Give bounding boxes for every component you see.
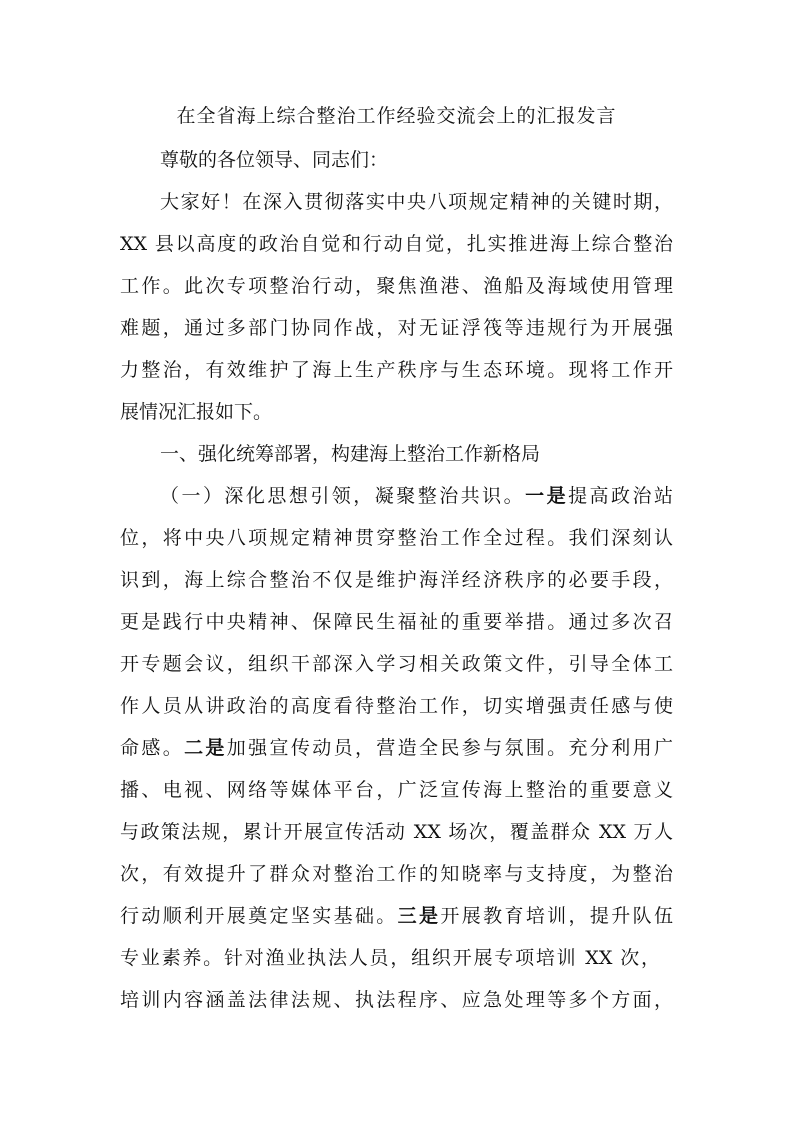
sub1-line-2: 位，将中央八项规定精神贯穿整治工作全过程。我们深刻认 bbox=[120, 527, 673, 549]
intro-line-1: 大家好！在深入贯彻落实中央八项规定精神的关键时期， bbox=[160, 191, 673, 213]
sub1-line-7-head: 命感。 bbox=[120, 737, 185, 759]
intro-line-5: 力整治，有效维护了海上生产秩序与生态环境。现将工作开 bbox=[120, 359, 673, 381]
intro-line-4: 难题，通过多部门协同作战，对无证浮筏等违规行为开展强 bbox=[120, 317, 673, 339]
sub1-line-1-tail: 提高政治站 bbox=[568, 485, 673, 507]
sub1-line-6: 作人员从讲政治的高度看待整治工作，切实增强责任感与使 bbox=[120, 695, 673, 717]
sub1-line-13: 培训内容涵盖法律法规、执法程序、应急处理等多个方面， bbox=[120, 989, 673, 1011]
salutation: 尊敬的各位领导、同志们： bbox=[160, 149, 389, 171]
sub1-line-1 bbox=[160, 483, 673, 509]
ordinal-first: 一是 bbox=[525, 485, 569, 507]
sub1-line-9: 与政策法规，累计开展宣传活动 XX 场次，覆盖群众 XX 万人 bbox=[120, 821, 673, 843]
sub1-line-11 bbox=[120, 903, 673, 929]
sub1-line-5: 开专题会议，组织干部深入学习相关政策文件，引导全体工 bbox=[120, 653, 673, 675]
intro-line-6: 展情况汇报如下。 bbox=[120, 401, 273, 423]
sub1-line-8: 播、电视、网络等媒体平台，广泛宣传海上整治的重要意义 bbox=[120, 779, 673, 801]
sub1-line-12: 专业素养。针对渔业执法人员，组织开展专项培训 XX 次， bbox=[120, 947, 660, 969]
sub1-line-7-tail: 加强宣传动员，营造全民参与氛围。充分利用广 bbox=[226, 737, 673, 759]
sub1-line-3: 识到，海上综合整治不仅是维护海洋经济秩序的必要手段， bbox=[120, 569, 673, 591]
ordinal-third: 三是 bbox=[397, 905, 441, 927]
sub1-line-11-head: 行动顺利开展奠定坚实基础。 bbox=[120, 905, 398, 927]
intro-line-2: XX 县以高度的政治自觉和行动自觉，扎实推进海上综合整治 bbox=[120, 233, 673, 255]
sub1-line-10: 次，有效提升了群众对整治工作的知晓率与支持度，为整治 bbox=[120, 863, 673, 885]
sub1-line-11-tail: 开展教育培训，提升队伍 bbox=[440, 905, 673, 927]
ordinal-second: 二是 bbox=[184, 737, 227, 759]
document-title: 在全省海上综合整治工作经验交流会上的汇报发言 bbox=[176, 105, 617, 127]
sub1-line-4: 更是践行中央精神、保障民生福祉的重要举措。通过多次召 bbox=[120, 611, 673, 633]
sub1-line-7 bbox=[120, 735, 673, 761]
intro-line-3: 工作。此次专项整治行动，聚焦渔港、渔船及海域使用管理 bbox=[120, 275, 673, 297]
section-heading: 一、强化统筹部署，构建海上整治工作新格局 bbox=[160, 443, 541, 465]
sub1-heading-text: （一）深化思想引领，凝聚整治共识。 bbox=[160, 485, 526, 507]
